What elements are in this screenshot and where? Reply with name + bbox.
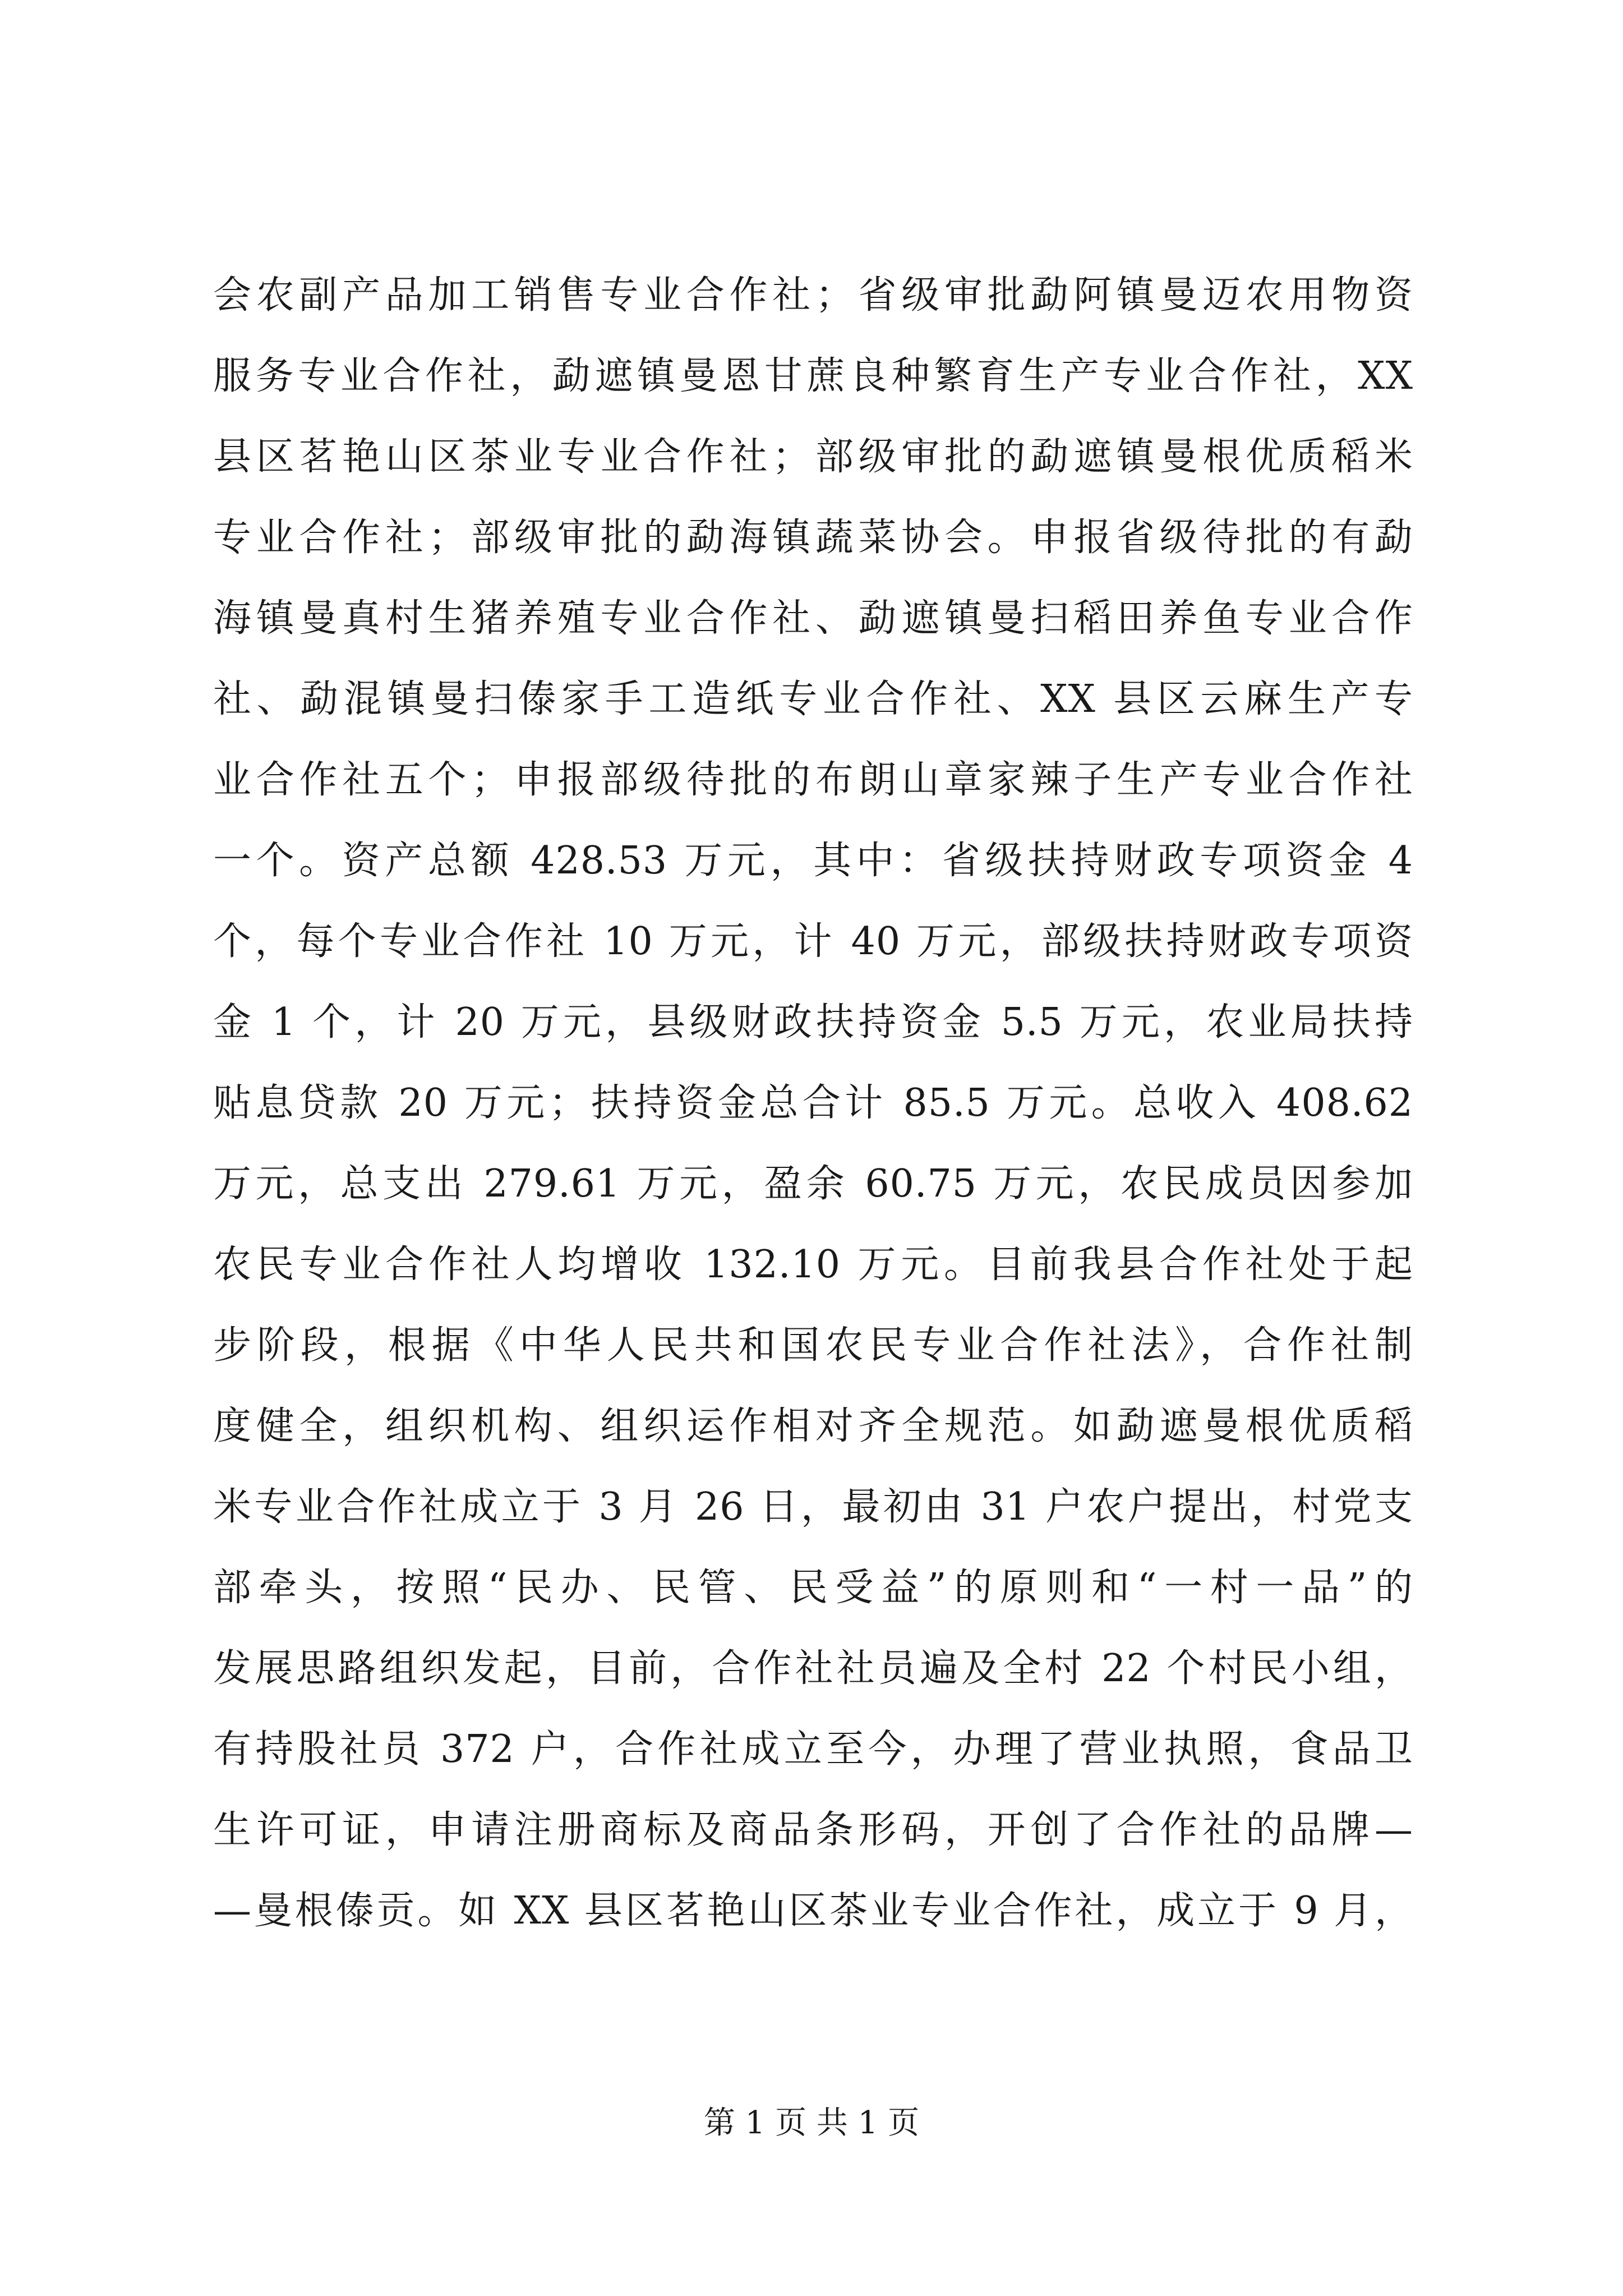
text-line: —曼根傣贡。如 XX 县区茗艳山区茶业专业合作社，成立于 9 月， xyxy=(213,1889,1413,1933)
text-line: 海镇曼真村生猪养殖专业合作社、勐遮镇曼扫稻田养鱼专业合作 xyxy=(213,596,1413,641)
text-line: 农民专业合作社人均增收 132.10 万元。目前我县合作社处于起 xyxy=(213,1243,1413,1287)
text-line: 万元，总支出 279.61 万元，盈余 60.75 万元，农民成员因参加 xyxy=(213,1162,1413,1206)
text-line: 有持股社员 372 户，合作社成立至今，办理了营业执照，食品卫 xyxy=(213,1727,1413,1772)
text-line: 业合作社五个；申报部级待批的布朗山章家辣子生产专业合作社 xyxy=(213,758,1413,802)
text-line: 贴息贷款 20 万元；扶持资金总合计 85.5 万元。总收入 408.62 xyxy=(213,1081,1413,1125)
page-number: 第 1 页 共 1 页 xyxy=(703,2105,920,2141)
text-line: 生许可证，申请注册商标及商品条形码，开创了合作社的品牌— xyxy=(213,1808,1413,1852)
page-footer xyxy=(0,2098,1623,2143)
body-text xyxy=(213,255,1413,1952)
text-line: 服务专业合作社，勐遮镇曼恩甘蔗良种繁育生产专业合作社，XX xyxy=(213,354,1413,398)
text-line: 发展思路组织发起，目前，合作社社员遍及全村 22 个村民小组， xyxy=(213,1646,1413,1691)
text-line: 步阶段，根据《中华人民共和国农民专业合作社法》，合作社制 xyxy=(213,1323,1413,1368)
text-line: 部牵头，按照“民办、民管、民受益”的原则和“一村一品”的 xyxy=(213,1566,1413,1610)
text-line: 一个。资产总额 428.53 万元，其中：省级扶持财政专项资金 4 xyxy=(213,839,1413,883)
text-line: 专业合作社；部级审批的勐海镇蔬菜协会。申报省级待批的有勐 xyxy=(213,516,1413,560)
text-line: 县区茗艳山区茶业专业合作社；部级审批的勐遮镇曼根优质稻米 xyxy=(213,435,1413,479)
text-line: 会农副产品加工销售专业合作社；省级审批勐阿镇曼迈农用物资 xyxy=(213,273,1413,318)
text-line: 度健全，组织机构、组织运作相对齐全规范。如勐遮曼根优质稻 xyxy=(213,1404,1413,1448)
text-line: 个，每个专业合作社 10 万元，计 40 万元，部级扶持财政专项资 xyxy=(213,919,1413,964)
text-line: 金 1 个，计 20 万元，县级财政扶持资金 5.5 万元，农业局扶持 xyxy=(213,1000,1413,1045)
text-line: 米专业合作社成立于 3 月 26 日，最初由 31 户农户提出，村党支 xyxy=(213,1485,1413,1529)
text-line: 社、勐混镇曼扫傣家手工造纸专业合作社、XX 县区云麻生产专 xyxy=(213,677,1413,721)
